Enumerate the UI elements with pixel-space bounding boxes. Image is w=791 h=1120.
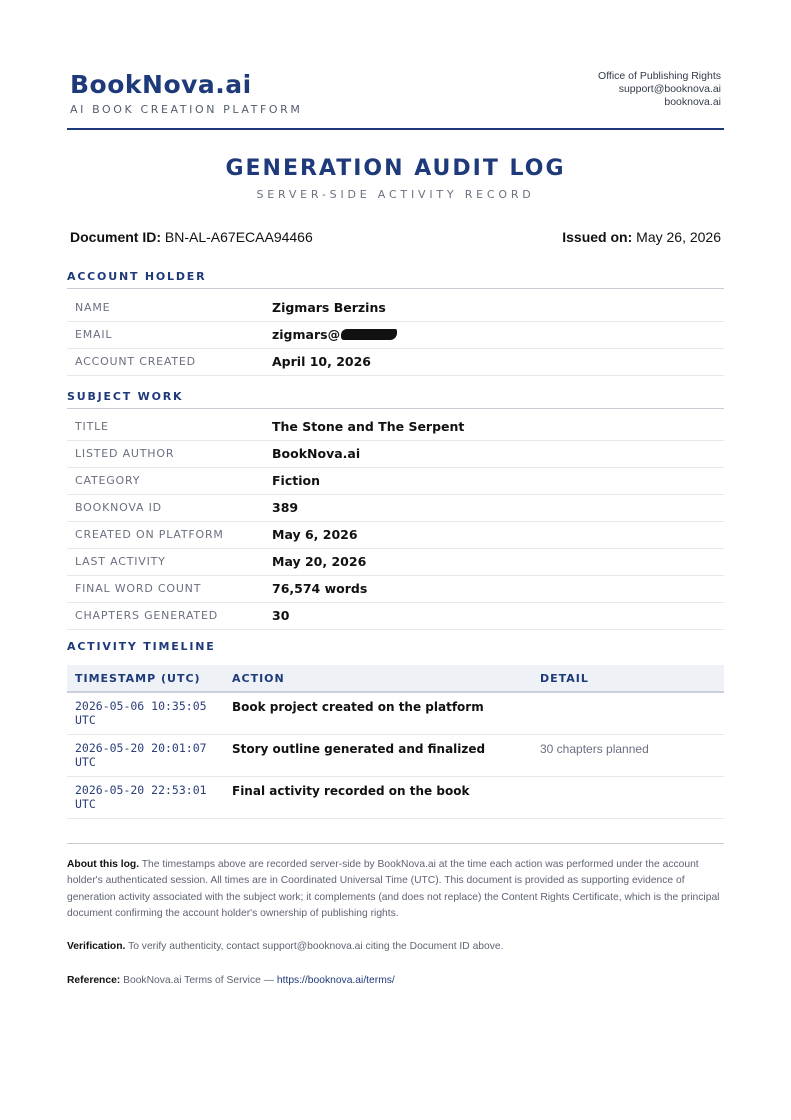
table-row (67, 735, 724, 777)
office-email: support@booknova.ai (618, 83, 721, 95)
kv-row-name (67, 295, 724, 322)
kv-row-booknova-id (67, 495, 724, 522)
account-holder-heading (67, 270, 724, 283)
office-contact (598, 70, 721, 109)
verification-note (67, 939, 724, 955)
kv-row-email (67, 322, 724, 349)
document-title: GENERATION AUDIT LOG (225, 156, 566, 181)
redaction-mark (341, 329, 397, 340)
kv-value: 76,574 words (272, 581, 368, 596)
kv-label: ACCOUNT CREATED (75, 355, 196, 368)
footer-divider (67, 843, 724, 844)
brand-tagline: AI BOOK CREATION PLATFORM (70, 103, 303, 116)
about-text: The timestamps above are recorded server-side by BookNova.ai at the time each action was performed under the account holder's authenticated session. All times are in Coordinated Universal Time (UTC). This document is provided as supporting evidence of generation activity associated with the subject work; it complements (and does not replace) the Content Rights Certificate, which is the principal document confirming the account holder's ownership of publishing rights. (67, 859, 720, 919)
office-name: Office of Publishing Rights (598, 70, 721, 82)
kv-label: LISTED AUTHOR (75, 447, 175, 460)
kv-value: May 6, 2026 (272, 527, 358, 542)
kv-row-account-created (67, 349, 724, 376)
kv-label: LAST ACTIVITY (75, 555, 166, 568)
action-cell: Book project created on the platform (232, 700, 484, 714)
timezone-value: UTC (75, 713, 96, 727)
table-row (67, 777, 724, 819)
activity-timeline-heading (67, 640, 724, 653)
kv-value: May 20, 2026 (272, 554, 367, 569)
kv-row-title (67, 414, 724, 441)
kv-value: 30 (272, 608, 290, 623)
brand-logo: BookNova.ai (70, 70, 252, 99)
column-header-action: ACTION (232, 672, 285, 685)
reference-label: Reference: (67, 975, 121, 986)
kv-value: The Stone and The Serpent (272, 419, 465, 434)
kv-row-final-word-count (67, 576, 724, 603)
column-header-detail: DETAIL (540, 672, 589, 685)
terms-link[interactable]: https://booknova.ai/terms/ (276, 975, 395, 986)
kv-value-email (272, 327, 397, 342)
reference-note (67, 973, 724, 989)
kv-value: 389 (272, 500, 299, 515)
timezone-value: UTC (75, 755, 96, 769)
subject-work-table (67, 414, 724, 630)
kv-label: CREATED ON PLATFORM (75, 528, 224, 541)
subject-work-heading (67, 390, 724, 403)
kv-label: CATEGORY (75, 474, 141, 487)
timestamp-cell (75, 783, 225, 811)
kv-row-chapters-generated (67, 603, 724, 630)
timestamp-value: 2026-05-06 10:35:05 (75, 699, 207, 713)
issued-date (562, 229, 721, 245)
reference-text: BookNova.ai Terms of Service — (123, 975, 274, 986)
kv-row-category (67, 468, 724, 495)
document-id-label: Document ID: (70, 229, 161, 245)
kv-label: FINAL WORD COUNT (75, 582, 202, 595)
kv-value: Zigmars Berzins (272, 300, 386, 315)
timestamp-value: 2026-05-20 22:53:01 (75, 783, 207, 797)
kv-row-listed-author (67, 441, 724, 468)
timestamp-cell (75, 699, 225, 727)
document-id (70, 229, 313, 245)
email-visible-part: zigmars@ (272, 327, 341, 342)
activity-timeline-table (67, 665, 724, 819)
activity-timeline-heading-text: ACTIVITY TIMELINE (67, 640, 216, 653)
timestamp-cell (75, 741, 225, 769)
timezone-value: UTC (75, 797, 96, 811)
detail-cell: 30 chapters planned (540, 742, 649, 756)
kv-row-last-activity (67, 549, 724, 576)
about-label: About this log. (67, 859, 140, 870)
office-site: booknova.ai (664, 96, 721, 108)
kv-label: EMAIL (75, 328, 113, 341)
account-holder-table (67, 295, 724, 376)
section-divider (67, 288, 724, 289)
kv-value: Fiction (272, 473, 320, 488)
action-cell: Final activity recorded on the book (232, 784, 470, 798)
document-subtitle: SERVER-SIDE ACTIVITY RECORD (256, 188, 535, 201)
column-header-timestamp: TIMESTAMP (UTC) (75, 672, 201, 685)
kv-value: April 10, 2026 (272, 354, 371, 369)
header-divider (67, 128, 724, 130)
account-holder-heading-text: ACCOUNT HOLDER (67, 270, 207, 283)
action-cell: Story outline generated and finalized (232, 742, 486, 756)
kv-label: BOOKNOVA ID (75, 501, 162, 514)
table-row (67, 693, 724, 735)
subject-work-heading-text: SUBJECT WORK (67, 390, 184, 403)
kv-row-created-on-platform (67, 522, 724, 549)
issued-value: May 26, 2026 (636, 229, 721, 245)
issued-label: Issued on: (562, 229, 633, 245)
kv-label: NAME (75, 301, 111, 314)
about-note (67, 857, 724, 922)
section-divider (67, 408, 724, 409)
kv-label: TITLE (75, 420, 109, 433)
kv-label: CHAPTERS GENERATED (75, 609, 218, 622)
kv-value: BookNova.ai (272, 446, 361, 461)
timestamp-value: 2026-05-20 20:01:07 (75, 741, 207, 755)
timeline-header-row (67, 665, 724, 693)
verification-text: To verify authenticity, contact support@booknova.ai citing the Document ID above. (128, 941, 504, 952)
verification-label: Verification. (67, 941, 126, 952)
document-id-value: BN-AL-A67ECAA94466 (164, 229, 313, 245)
